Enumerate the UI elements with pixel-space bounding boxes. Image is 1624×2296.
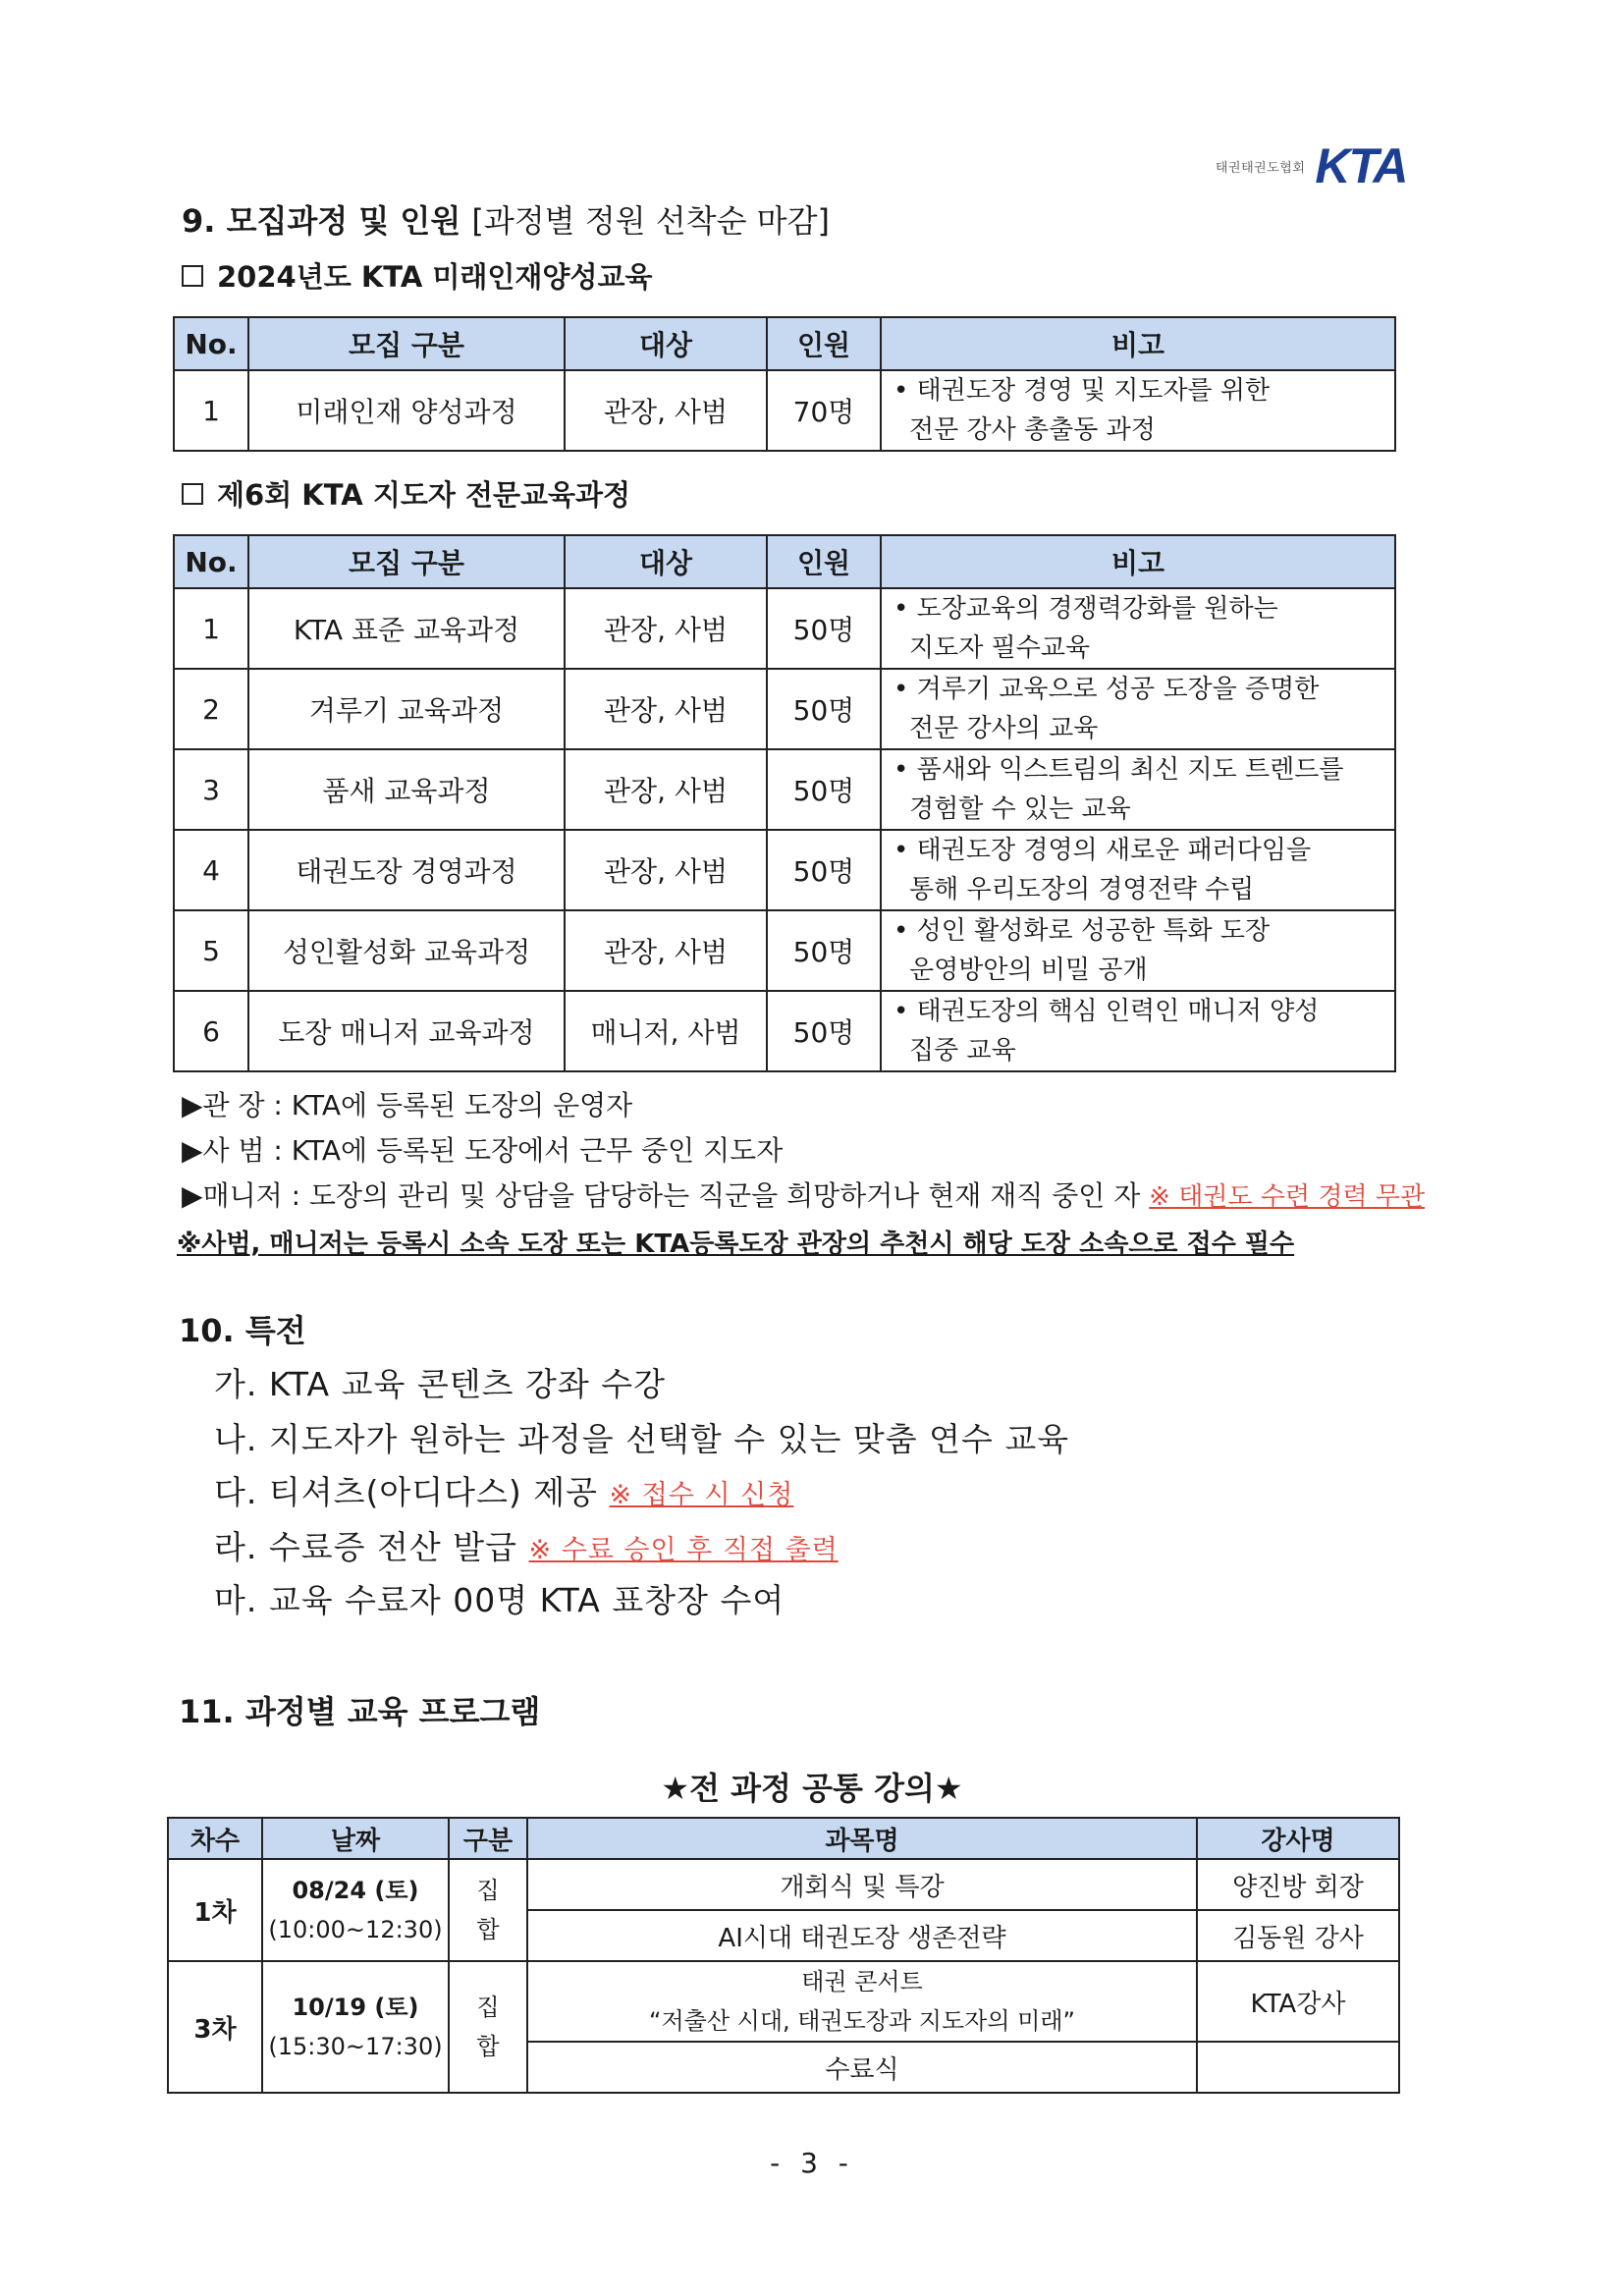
table1-heading [182, 255, 653, 296]
cell-count: 50명 [767, 749, 881, 830]
cell-course: 미래인재 양성과정 [248, 370, 565, 451]
header-remark: 비고 [881, 535, 1395, 588]
cell-lecturer [1197, 2042, 1399, 2093]
cell-course: 겨루기 교육과정 [248, 669, 565, 749]
remark-line1: • 태권도장의 핵심 인력인 매니저 양성 [893, 997, 1320, 1026]
common-lecture-title: ★전 과정 공통 강의★ [661, 1770, 963, 1807]
benefit-text: 마. 교육 수료자 00명 KTA 표창장 수여 [214, 1581, 785, 1619]
subject-line1: 태권 콘서트 [801, 1968, 923, 1995]
table2-title: 제6회 KTA 지도자 전문교육과정 [217, 478, 631, 512]
remark-line1: • 태권도장 경영 및 지도자를 위한 [893, 376, 1271, 406]
type-text: 집 [476, 1994, 500, 2021]
checkbox-icon [182, 483, 203, 505]
cell-type [449, 1961, 527, 2093]
benefit-text: 나. 지도자가 원하는 과정을 선택할 수 있는 맞춤 연수 교육 [214, 1420, 1070, 1458]
cell-target: 관장, 사범 [565, 370, 767, 451]
benefit-item [214, 1359, 666, 1405]
header-lecturer: 강사명 [1197, 1818, 1399, 1859]
remark-line1: • 품새와 익스트림의 최신 지도 트렌드를 [893, 755, 1344, 785]
table-header-row [174, 535, 1395, 588]
remark-line2: 전문 강사 총출동 과정 [909, 415, 1156, 445]
benefit-item [214, 1522, 839, 1568]
header-date: 날짜 [262, 1818, 449, 1859]
remark-line2: 통해 우리도장의 경영전략 수립 [909, 875, 1255, 904]
cell-count: 50명 [767, 588, 881, 669]
cell-remark [881, 588, 1395, 669]
cell-no: 3 [174, 749, 248, 830]
cell-course: KTA 표준 교육과정 [248, 588, 565, 669]
cell-count: 50명 [767, 910, 881, 991]
remark-line2: 운영방안의 비밀 공개 [909, 956, 1148, 985]
header-count: 인원 [767, 317, 881, 370]
checkbox-icon [182, 265, 203, 287]
note-registration: ※사범, 매니저는 등록시 소속 도장 또는 KTA등록도장 관장의 추천시 해당 도장 소속으로 접수 필수 [177, 1230, 1295, 1259]
cell-course: 도장 매니저 교육과정 [248, 991, 565, 1071]
org-name: 태권태권도협회 [1216, 160, 1306, 176]
header-round: 차수 [168, 1818, 262, 1859]
header-target: 대상 [565, 317, 767, 370]
cell-target: 관장, 사범 [565, 749, 767, 830]
cell-target: 관장, 사범 [565, 830, 767, 910]
remark-line2: 집중 교육 [909, 1036, 1016, 1066]
table-row [174, 749, 1395, 830]
cell-subject: 수료식 [527, 2042, 1197, 2093]
header-type: 구분 [449, 1818, 527, 1859]
kta-logo [1216, 137, 1406, 194]
table-row [168, 1961, 1399, 2042]
cell-no: 5 [174, 910, 248, 991]
table-row [174, 830, 1395, 910]
cell-target: 관장, 사범 [565, 669, 767, 749]
benefit-item [214, 1414, 1069, 1460]
cell-course: 품새 교육과정 [248, 749, 565, 830]
cell-subject: AI시대 태권도장 생존전략 [527, 1910, 1197, 1961]
cell-target: 관장, 사범 [565, 588, 767, 669]
cell-count: 50명 [767, 830, 881, 910]
benefit-note: ※ 수료 승인 후 직접 출력 [528, 1535, 839, 1565]
section9-title: 9. 모집과정 및 인원 [182, 202, 461, 240]
remark-line1: • 태권도장 경영의 새로운 패러다임을 [893, 836, 1312, 865]
section11-title: 11. 과정별 교육 프로그램 [179, 1693, 541, 1730]
header-no: No. [174, 317, 248, 370]
cell-remark [881, 910, 1395, 991]
cell-date [262, 1859, 449, 1961]
header-subject: 과목명 [527, 1818, 1197, 1859]
cell-remark [881, 830, 1395, 910]
cell-type [449, 1859, 527, 1961]
remark-line2: 경험할 수 있는 교육 [909, 794, 1131, 824]
cell-target: 매니저, 사범 [565, 991, 767, 1071]
benefit-text: 라. 수료증 전산 발급 [214, 1528, 517, 1566]
page-number: - 3 - [770, 2147, 854, 2179]
table1-title: 2024년도 KTA 미래인재양성교육 [217, 260, 653, 294]
cell-remark [881, 669, 1395, 749]
cell-lecturer: 양진방 회장 [1197, 1859, 1399, 1910]
cell-round: 3차 [168, 1961, 262, 2093]
cell-count: 70명 [767, 370, 881, 451]
benefit-note: ※ 접수 시 신청 [609, 1480, 794, 1510]
benefit-text: 다. 티셔츠(아디다스) 제공 [214, 1473, 598, 1511]
cell-lecturer: 김동원 강사 [1197, 1910, 1399, 1961]
header-target: 대상 [565, 535, 767, 588]
cell-subject [527, 1961, 1197, 2042]
cell-no: 2 [174, 669, 248, 749]
table-row [174, 588, 1395, 669]
cell-remark [881, 370, 1395, 451]
benefit-text: 가. KTA 교육 콘텐츠 강좌 수강 [214, 1365, 666, 1403]
type-text: 집 [476, 1877, 500, 1904]
note-owner: ▶관 장 : KTA에 등록된 도장의 운영자 [182, 1089, 633, 1121]
subject-line2: “저출산 시대, 태권도장과 지도자의 미래” [649, 2007, 1075, 2035]
table-row [174, 991, 1395, 1071]
cell-target: 관장, 사범 [565, 910, 767, 991]
table-header-row [174, 317, 1395, 370]
header-course: 모집 구분 [248, 535, 565, 588]
section10-title: 10. 특전 [179, 1312, 306, 1349]
benefit-item [214, 1575, 785, 1621]
type-text: 합 [476, 2033, 500, 2060]
note-manager-text: ▶매니저 : 도장의 관리 및 상담을 담당하는 직군을 희망하거나 현재 재직 중인 자 [182, 1179, 1141, 1212]
table-row [174, 370, 1395, 451]
cell-no: 1 [174, 588, 248, 669]
note-manager-red: ※ 태권도 수련 경력 무관 [1149, 1182, 1426, 1212]
date-text: 10/19 (토) [292, 1994, 419, 2021]
table2-heading [182, 473, 630, 514]
cell-count: 50명 [767, 991, 881, 1071]
header-count: 인원 [767, 535, 881, 588]
kta-logo-mark: KTA [1315, 138, 1407, 193]
cell-subject: 개회식 및 특강 [527, 1859, 1197, 1910]
cell-no: 1 [174, 370, 248, 451]
cell-remark [881, 991, 1395, 1071]
table-row [174, 910, 1395, 991]
cell-remark [881, 749, 1395, 830]
date-text: 08/24 (토) [292, 1877, 419, 1904]
note-manager [182, 1175, 1425, 1214]
section9-heading [182, 196, 830, 242]
benefit-item [214, 1467, 793, 1513]
header-remark: 비고 [881, 317, 1395, 370]
cell-course: 태권도장 경영과정 [248, 830, 565, 910]
note-instructor: ▶사 범 : KTA에 등록된 도장에서 근무 중인 지도자 [182, 1134, 784, 1167]
table-header-row [168, 1818, 1399, 1859]
remark-line1: • 성인 활성화로 성공한 특화 도장 [893, 916, 1271, 946]
remark-line2: 전문 강사의 교육 [909, 714, 1099, 743]
remark-line1: • 도장교육의 경쟁력강화를 원하는 [893, 594, 1278, 624]
cell-date [262, 1961, 449, 2093]
table-row [168, 1859, 1399, 1910]
cell-no: 4 [174, 830, 248, 910]
remark-line2: 지도자 필수교육 [909, 633, 1091, 663]
header-no: No. [174, 535, 248, 588]
recruit-table-2024 [173, 316, 1396, 452]
cell-round: 1차 [168, 1859, 262, 1961]
type-text: 합 [476, 1916, 500, 1943]
table-row [174, 669, 1395, 749]
section9-note: [과정별 정원 선착순 마감] [471, 202, 830, 240]
remark-line1: • 겨루기 교육으로 성공 도장을 증명한 [893, 675, 1320, 704]
time-text: (10:00~12:30) [268, 1916, 443, 1943]
program-table [167, 1817, 1400, 2094]
cell-count: 50명 [767, 669, 881, 749]
recruit-table-6th [173, 534, 1396, 1072]
header-course: 모집 구분 [248, 317, 565, 370]
cell-lecturer: KTA강사 [1197, 1961, 1399, 2042]
cell-course: 성인활성화 교육과정 [248, 910, 565, 991]
time-text: (15:30~17:30) [268, 2033, 443, 2060]
cell-no: 6 [174, 991, 248, 1071]
